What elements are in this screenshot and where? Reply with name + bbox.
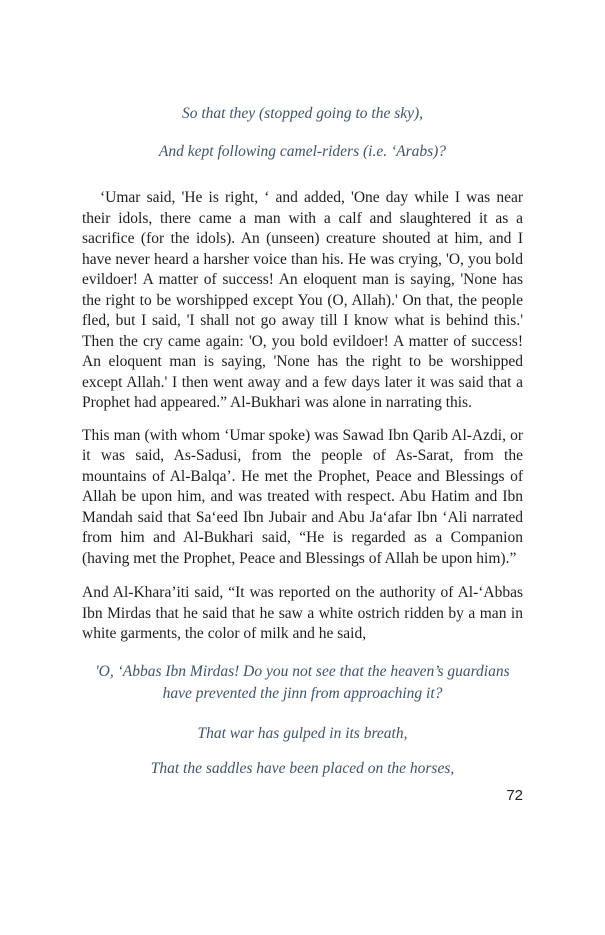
verse-line-camel-riders: And kept following camel-riders (i.e. ‘Arabs)? [158,143,447,160]
body-paragraph-umar-narration: ‘Umar said, 'He is right, ‘ and added, 'One day while I was near their idols, there came a man with a calf and slaughtered it as a sacrifice (for the idols). An (unseen) creature shouted at him, and I have never heard a harsher voice than his. He was crying, 'O, you bold evildoer! A matter of success! An eloquent man is saying, 'None has the right to be worshipped except You (O, Allah).' On that, the people fled, but I said, 'I shall not go away till I know what is behind this.' Then the cry came again: 'O, you bold evildoer! A matter of success! An eloquent man is saying, 'None has the right to be worshipped except Allah.' I then went away and a few days later it was said that a Prophet had appeared.” Al-Bukhari was alone in narrating this. [82,189,523,411]
poetry-line-saddles: That the saddles have been placed on the horses, [150,759,455,777]
body-paragraph-sawad-ibn-qarib: This man (with whom ‘Umar spoke) was Sawad Ibn Qarib Al-Azdi, or it was said, As-Sadusi, from the people of As-Sarat, from the mountains of Al-Balqa’. He met the Prophet, Peace and Blessings of Allah be upon him, and was treated with respect. Abu Hatim and Ibn Mandah said that Sa‘eed Ibn Jubair and Abu Ja‘afar Ibn ‘Ali narrated from him and Al-Bukhari said, “He is regarded as a Companion (having met the Prophet, Peace and Blessings of Allah be upon him).” [82,426,523,567]
body-paragraph-al-kharaiti: And Al-Khara’iti said, “It was reported on the authority of Al-‘Abbas Ibn Mirdas that he said that he saw a white ostrich ridden by a man in white garments, the color of milk and he said, [82,584,523,642]
poetry-couplet-abbas: 'O, ‘Abbas Ibn Mirdas! Do you not see that the heaven’s guardians have prevented the jinn from approaching it? [95,662,510,702]
poetry-line-war: That war has gulped in its breath, [197,724,408,742]
verse-line-sky: So that they (stopped going to the sky), [181,105,424,122]
page-number: 72 [506,786,523,804]
